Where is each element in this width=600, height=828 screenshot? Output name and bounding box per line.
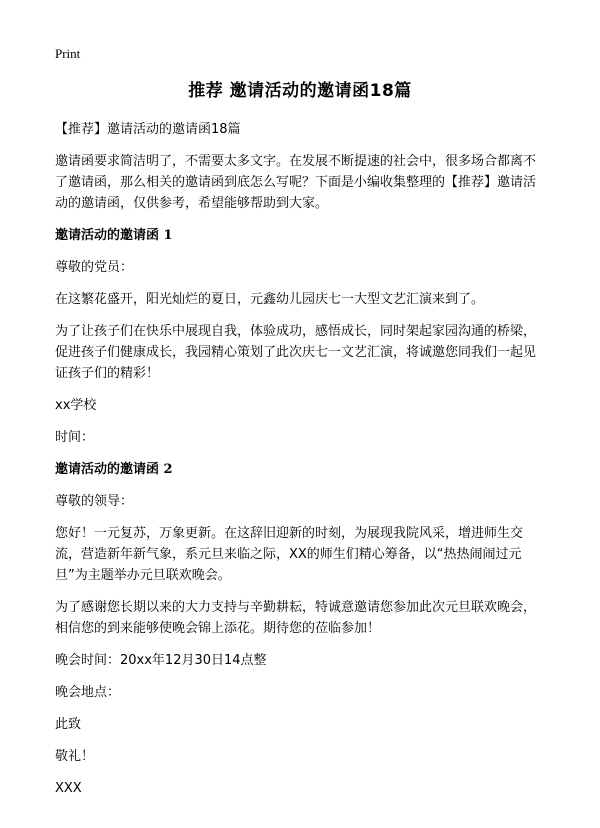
letter-2-paragraph-2: 为了感谢您长期以来的大力支持与辛勤耕耘，特诚意邀请您参加此次元旦联欢晚会，相信您的到来能够使晚会锦上添花。期待您的莅临参加！ xyxy=(55,600,537,636)
letter-2-sender: XXX xyxy=(55,781,82,796)
letter-2-closing-1: 此致 xyxy=(55,717,82,732)
letter-2-greeting: 尊敬的领导： xyxy=(55,494,134,509)
document-subtitle: 【推荐】邀请活动的邀请函18篇 xyxy=(55,122,241,137)
document-title: 推荐 邀请活动的邀请函18篇 xyxy=(188,81,412,101)
letter-1-signature: xx学校 xyxy=(55,398,97,413)
letter-1-paragraph-1: 在这繁花盛开，阳光灿烂的夏日，元鑫幼儿园庆七一大型文艺汇演来到了。 xyxy=(55,292,485,307)
letter-1-time: 时间： xyxy=(55,430,95,445)
intro-paragraph: 邀请函要求简洁明了，不需要太多文字。在发展不断提速的社会中，很多场合都离不了邀请函，那么相关的邀请函到底怎么写呢？下面是小编收集整理的【推荐】邀请活动的邀请函，仅供参考，希望能够帮助到大家。 xyxy=(55,154,537,211)
document-body xyxy=(55,119,547,810)
letter-2-closing-2: 敬礼！ xyxy=(55,749,95,764)
letter-1-heading: 邀请活动的邀请函 1 xyxy=(55,228,173,243)
letter-2-heading: 邀请活动的邀请函 2 xyxy=(55,462,173,477)
letter-2-party-place: 晚会地点： xyxy=(55,685,121,700)
letter-2-party-time: 晚会时间：20xx年12月30日14点整 xyxy=(55,653,267,668)
letter-1-greeting: 尊敬的党员： xyxy=(55,260,134,275)
letter-1-paragraph-2: 为了让孩子们在快乐中展现自我，体验成功，感悟成长，同时架起家园沟通的桥梁，促进孩子们健康成长，我园精心策划了此次庆七一文艺汇演，将诚邀您同我们一起见证孩子们的精彩！ xyxy=(55,324,537,381)
print-label: Print xyxy=(55,46,81,61)
letter-2-paragraph-1: 您好！一元复苏，万象更新。在这辞旧迎新的时刻，为展现我院风采，增进师生交流，营造新年新气象，系元旦来临之际，XX的师生们精心筹备，以“热热闹闹过元旦”为主题举办元旦联欢晚会。 xyxy=(55,526,524,583)
